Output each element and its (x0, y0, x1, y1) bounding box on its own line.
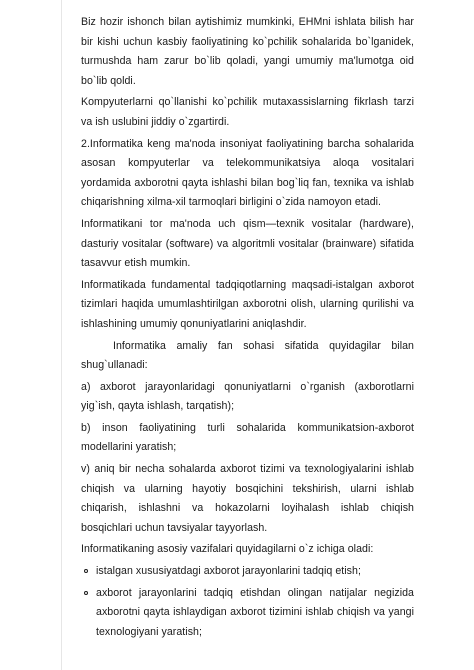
paragraph: Informatika amaliy fan sohasi sifatida quyidagilar bilan shug`ullanadi: (81, 339, 414, 372)
paragraph: Kompyuterlarni qo`llanishi ko`pchilik mutaxassislarning fikrlash tarzi va ish uslubini jiddiy o`zgartirdi. (81, 96, 414, 128)
list-item-a: a) axborot jarayonlaridagi qonuniyatlarni o`rganish (axborotlarni yig`ish, qayta ishlash, tarqatish); (81, 380, 414, 413)
paragraph: Informatikani tor ma'noda uch qism—texnik vositalar (hardware), dasturiy vositalar (software) va algoritmli vositalar (brainware) sifatida tasavvur etish mumkin. (81, 217, 414, 270)
bullet-circle-icon (84, 591, 88, 595)
paragraph: Informatikada fundamental tadqiqotlarning maqsadi-istalgan axborot tizimlari haqida umumlashtirilgan axborotni olish, ularning qurilishi va ishlashining umumiy qonuniyatlarini aniqlashdir. (81, 278, 414, 330)
bullet-text: axborot jarayonlarini tadqiq etishdan olingan natijalar negizida axborotni qayta ishlaydigan axborot tizimini ishlab chiqish va yangi texnologiyani yaratish; (96, 586, 414, 638)
bullet-text: istalgan xususiyatdagi axborot jarayonlarini tadqiq etish; (96, 565, 361, 578)
document-body (81, 13, 414, 644)
list-item-v: v) aniq bir necha sohalarda axborot tizimi va texnologiyalarini ishlab chiqish va ularning hayotiy bosqichini tekshirish, ularni ishlab chiqarish, ishlashni va hokazolarni loyihalash ishlab chiqish bosqichlari uchun tavsiyalar tayyorlash. (81, 463, 414, 534)
list-item-b: b) inson faoliyatining turli sohalarida kommunikatsion-axborot modellarini yaratish; (81, 421, 414, 454)
paragraph: 2.Informatika keng ma'noda insoniyat faoliyatining barcha sohalarida asosan kompyuterlar va telekommunikatsiya aloqa vositalari yordamida axborotni qayta ishlashi bilan bog`liq fan, texnika va ishlab chiqarishning xilma-xil tarmoqlari birligini o`zida namoyon etadi. (81, 137, 414, 209)
paragraph: Informatikaning asosiy vazifalari quyidagilarni o`z ichiga oladi: (81, 543, 374, 556)
bullet-list (81, 562, 414, 642)
bullet-item (81, 584, 414, 643)
bullet-circle-icon (84, 569, 88, 573)
bullet-item (81, 562, 414, 582)
paragraph: Biz hozir ishonch bilan aytishimiz mumkinki, EHMni ishlata bilish har bir kishi uchun kasbiy faoliyatining ko`pchilik sohalarida bo`lganidek, turmushda ham zarur bo`lib qoladi, yangi umumiy ma'lumotga oid bo`lib qoldi. (81, 16, 414, 87)
left-margin-rule (61, 0, 62, 670)
